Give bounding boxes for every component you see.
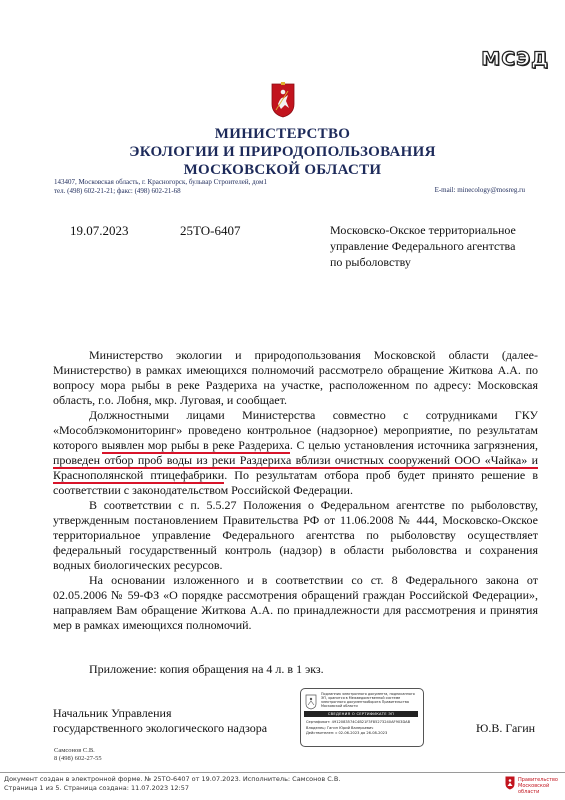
- stamp-title: СВЕДЕНИЯ О СЕРТИФИКАТЕ ЭП: [304, 711, 418, 717]
- moscow-region-emblem-icon: [271, 82, 295, 118]
- signer-name: Ю.В. Гагин: [476, 721, 536, 735]
- highlighted-water-sampling: проведен отбор проб воды из реки Раздериха вблизи очистных сооружений ООО «Чайка» и Краснополянской птицефабрики: [53, 453, 538, 482]
- msed-watermark: МСЭД: [481, 48, 549, 70]
- address-line: 143407, Московская область, г. Красногорск, бульвар Строителей, дом1: [54, 178, 267, 186]
- electronic-signature-stamp: [300, 688, 424, 747]
- logo-text-line: Правительство: [518, 777, 558, 783]
- letter-body: [53, 348, 538, 633]
- signer-title-line: Начальник Управления: [53, 706, 172, 720]
- recipient-block: [330, 222, 545, 270]
- executor-name: Самсонов С.В.: [54, 747, 95, 754]
- body-text-segment: . По результатам отбора проб будет принято решение в соответствии с законодательством Российской Федерации.: [53, 468, 538, 497]
- signer-title-line: государственного экологического надзора: [53, 721, 268, 735]
- stamp-owner: Владелец: Гагин Юрий Валерьевич: [306, 725, 374, 730]
- stamp-validity: Действителен: с 02-06-2023 до 26-08-2023: [306, 731, 388, 736]
- executor-info: [54, 747, 102, 763]
- recipient-line: по рыболовству: [330, 255, 411, 269]
- body-paragraph: На основании изложенного и в соответствии со ст. 8 Федерального закона от 02.05.2006 № 59-ФЗ «О порядке рассмотрения обращений граждан Российской Федерации», направляем Вам обращение Житкова А.А. по принадлежности для рассмотрения и принятия мер в рамках имеющихся полномочий.: [53, 573, 538, 632]
- ministry-email: E-mail: minecology@mosreg.ru: [434, 186, 525, 194]
- footer-divider: [0, 772, 565, 773]
- executor-phone: 8 (498) 602-27-55: [54, 755, 102, 762]
- stamp-cert-number: Сертификат: 4912083574C4B21F3F85273240AF903DAB: [306, 720, 411, 724]
- attachment-note: Приложение: копия обращения на 4 л. в 1 экз.: [89, 662, 324, 676]
- ministry-address: [54, 178, 267, 196]
- document-date: 19.07.2023: [70, 223, 129, 238]
- footer-doc-line: Документ создан в электронной форме. № 25ТО-6407 от 19.07.2023. Исполнитель: Самсонов С.В.: [4, 775, 341, 783]
- stamp-note: Подлинник электронного документа, подписанного ЭП, хранится в Межведомственной системе электронного документооборота Правительства Московской области: [321, 692, 415, 708]
- body-text-segment: . С целью установления источника загрязнения,: [289, 438, 538, 452]
- body-paragraph: [53, 408, 538, 498]
- government-logo-text: [518, 777, 565, 795]
- highlighted-fish-kill: выявлен мор рыбы в реке Раздериха: [101, 438, 290, 452]
- ministry-name-line: ЭКОЛОГИИ И ПРИРОДОПОЛЬЗОВАНИЯ: [129, 144, 436, 160]
- stamp-emblem-icon: [305, 694, 317, 710]
- ministry-name-line: МОСКОВСКОЙ ОБЛАСТИ: [183, 162, 382, 178]
- body-text-segment: Должностными лицами Министерства совместно с сотрудниками ГКУ «Мособлэкомониторинг» проведено контрольное (надзорное) мероприятие, по результатам которого: [53, 408, 538, 452]
- body-paragraph: Министерство экологии и природопользования Московской области (далее-Министерство) в рамках имеющихся полномочий рассмотрело обращение Житкова А.А. по вопросу мора рыбы в реке Раздериха на участке, расположенном по адресу: Московская область, г.о. Лобня, мкр. Луговая, и сообщает.: [53, 348, 538, 407]
- footer-page-line: Страница 1 из 5. Страница создана: 11.07.2023 12:57: [4, 784, 189, 792]
- logo-text-line: Московской области: [518, 783, 550, 795]
- body-paragraph: В соответствии с п. 5.5.27 Положения о Федеральном агентстве по рыболовству, утвержденным постановлением Правительства РФ от 11.06.2008 № 444, Московско-Окское территориальное управление Федерального агентства по рыболовству осуществляет федеральный государственный контроль (надзор) в области рыболовства и сохранения водных биологических ресурсов.: [53, 498, 538, 572]
- signer-title: [53, 706, 267, 736]
- government-logo-icon: [505, 776, 515, 790]
- phone-fax-line: тел. (498) 602-21-21; факс: (498) 602-21-68: [54, 187, 181, 195]
- footer-info: [4, 775, 340, 793]
- ministry-name: [0, 125, 565, 179]
- recipient-line: Московско-Окское территориальное: [330, 223, 516, 237]
- recipient-line: управление Федерального агентства: [330, 239, 516, 253]
- ministry-name-line: МИНИСТЕРСТВО: [214, 126, 351, 142]
- document-reg-number: 25ТО-6407: [180, 223, 241, 238]
- stamp-certificate-details: [306, 720, 419, 737]
